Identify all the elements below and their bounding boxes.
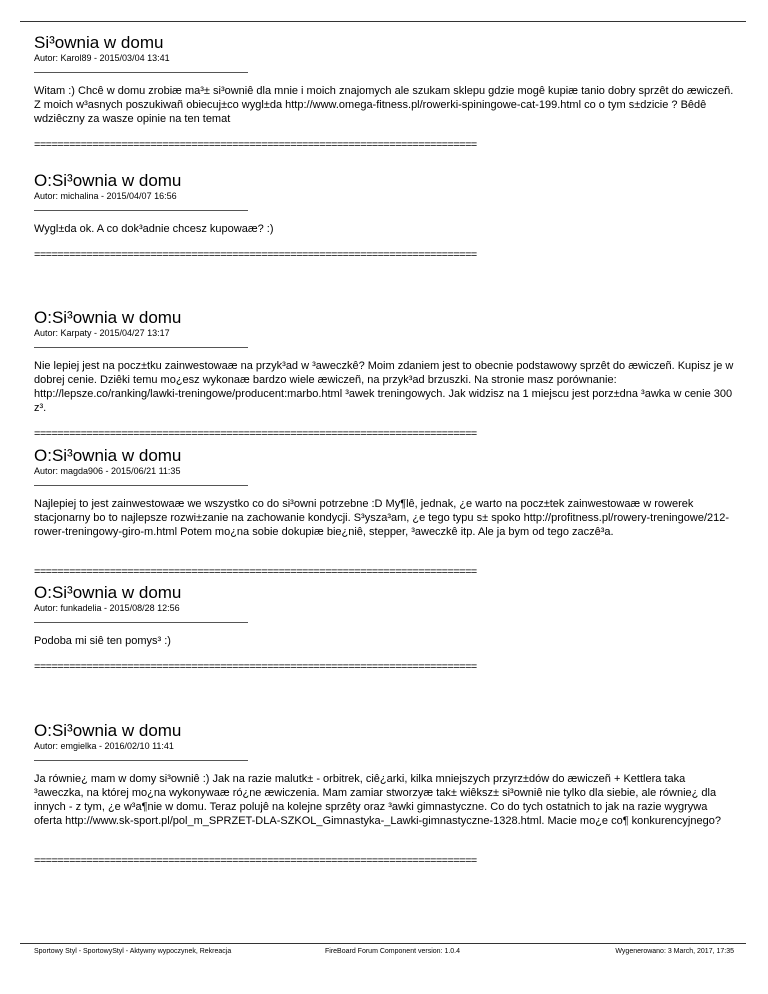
post-title-underline xyxy=(34,347,248,348)
post-list xyxy=(34,33,734,867)
footer-component-version: FireBoard Forum Component version: 1.0.4 xyxy=(325,948,461,955)
post-separator: ============================================================================ xyxy=(34,429,477,440)
post-separator: ============================================================================ xyxy=(34,566,477,578)
post-title-underline xyxy=(34,622,248,623)
post-author-date: Autor: funkadelia - 2015/08/28 12:56 xyxy=(34,603,180,613)
post-title: O:Si³ownia w domu xyxy=(34,720,182,740)
post-body: Najlepiej to jest zainwestowaæ we wszystko co do si³owni potrzebne :D My¶lê, jednak, ¿e warto na pocz±tek zainwestowaæ w rowerek stacjonarny bo to najlepsze rozwi±zanie na zachowanie kondycji. S³ysza³am, ¿e tego typu s± spoko http://profitness.pl/rowery-treningowe/212-rower-treningowy-giro-m.html Potem mo¿na sobie dokupiæ bie¿niê, stepper, ³aweczkê itp. Ale ja bym od tego zaczê³a. xyxy=(34,497,730,538)
post-title: O:Si³ownia w domu xyxy=(34,170,182,190)
post-title: Si³ownia w domu xyxy=(34,33,164,52)
post-title: O:Si³ownia w domu xyxy=(34,583,182,602)
post xyxy=(34,308,734,446)
top-rule xyxy=(20,21,746,22)
post-title-underline xyxy=(34,760,248,761)
footer-generated-date: Wygenerowano: 3 March, 2017, 17:35 xyxy=(615,948,734,955)
post-author-date: Autor: emgielka - 2016/02/10 11:41 xyxy=(34,740,174,751)
post-separator: ============================================================================ xyxy=(34,140,477,151)
post-body: Witam :) Chcê w domu zrobiæ ma³± si³owniê dla mnie i moich znajomych ale szukam sklepu gdzie mogê kupiæ tanio dobry sprzêt do æwiczeñ. Z moich w³asnych poszukiwañ obiecuj±co wygl±da http://www.omega-fitness.pl/rowerki-spiningowe-cat-199.html co o tym s±dzicie ? Bêdê wdziêczny za wasze opinie na ten temat xyxy=(34,85,734,125)
post-separator: ============================================================================ xyxy=(34,662,477,673)
post-title-underline xyxy=(34,485,248,486)
post-author-date: Autor: magda906 - 2015/06/21 11:35 xyxy=(34,465,181,476)
post-body: Ja równie¿ mam w domy si³owniê :) Jak na razie malutk± - orbitrek, ciê¿arki, kilka mniejszych przyrz±dów do æwiczeñ + Kettlera taka ³aweczka, na której mo¿na wykonywaæ ró¿ne æwiczenia. Mam zamiar stworzyæ tak± wiêksz± si³owniê nie tylko dla siebie, ale równie¿ dla innych - z tym, ¿e w³a¶nie w domu. Teraz polujê na kolejne sprzêty oraz ³awki gimnastyczne. Co do tych ostatnich to jak na razie wygrywa oferta http://www.sk-sport.pl/pol_m_SPRZET-DLA-SZKOL_Gimnastyka-_Lawki-gimnastyczne-1328.html. Macie mo¿e co¶ konkurencyjnego? xyxy=(34,772,721,827)
bottom-rule xyxy=(20,943,746,944)
post-title-underline xyxy=(34,210,248,211)
footer-site-name: Sportowy Styl - SportowyStyl - Aktywny wypoczynek, Rekreacja xyxy=(34,948,232,955)
post xyxy=(34,446,734,584)
post-body: Wygl±da ok. A co dok³adnie chcesz kupowaæ? :) xyxy=(34,222,274,235)
post xyxy=(34,583,734,721)
post xyxy=(34,171,734,309)
post xyxy=(34,33,734,171)
post-author-date: Autor: Karol89 - 2015/03/04 13:41 xyxy=(34,53,170,63)
post-title: O:Si³ownia w domu xyxy=(34,445,182,465)
post-title-underline xyxy=(34,72,248,73)
post-author-date: Autor: michalina - 2015/04/07 16:56 xyxy=(34,190,177,201)
post-author-date: Autor: Karpaty - 2015/04/27 13:17 xyxy=(34,328,170,338)
post-body: Podoba mi siê ten pomys³ :) xyxy=(34,635,171,647)
post xyxy=(34,720,734,867)
post-separator: ============================================================================ xyxy=(34,855,477,867)
post-body: Nie lepiej jest na pocz±tku zainwestowaæ na przyk³ad w ³aweczkê? Moim zdaniem jest to obecnie podstawowy sprzêt do æwiczeñ. Kupisz je w dobrej cenie. Dziêki temu mo¿esz wykonaæ bardzo wiele æwiczeñ, na przyk³ad brzuszki. Na stronie masz porównanie: http://lepsze.co/ranking/lawki-treningowe/producent:marbo.html ³awek treningowych. Jak widzisz na 1 miejscu jest porz±dna ³awka w cenie 300 z³. xyxy=(34,360,734,414)
post-separator: ============================================================================ xyxy=(34,249,477,261)
post-title: O:Si³ownia w domu xyxy=(34,308,182,327)
